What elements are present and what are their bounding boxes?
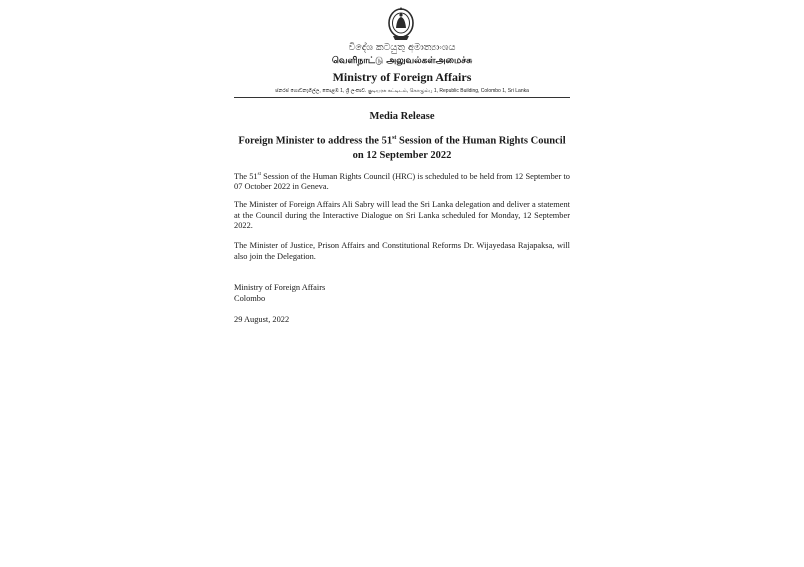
ministry-name-english: Ministry of Foreign Affairs <box>332 70 472 84</box>
p1-b: Session of the Human Rights Council (HRC) is scheduled to be held from 12 September to 07 October 2022 in Geneva. <box>234 171 570 192</box>
header-divider <box>234 97 570 98</box>
signature-line1: Ministry of Foreign Affairs <box>234 283 326 292</box>
p1-sup: st <box>257 172 261 177</box>
headline-part1: Foreign Minister to address the 51 <box>238 135 393 147</box>
signature-block <box>234 283 325 304</box>
ministry-name-sinhala: විදේශ කටයුතු අමාත්‍යාංශය <box>348 42 456 53</box>
sri-lanka-emblem-icon <box>387 6 415 42</box>
paragraph-3: The Minister of Justice, Prison Affairs and Constitutional Reforms Dr. Wijayedasa Rajapaksa, will also join the Delegation. <box>234 241 570 261</box>
address-line: ජනරජ ගොඩනැගිල්ල, කොළඹ 1, ශ්‍රී ලංකාව. குடியரசு கட்டிடம், கொழும்பு 1, Republic Building, Colombo 1, Sri Lanka <box>275 88 529 94</box>
media-release-label: Media Release <box>369 111 435 122</box>
headline-line2: on 12 September 2022 <box>352 149 452 161</box>
headline-part2: Session of the Human Rights Council <box>396 135 566 147</box>
signature-line2: Colombo <box>234 293 266 303</box>
paragraph-2: The Minister of Foreign Affairs Ali Sabry will lead the Sri Lanka delegation and deliver a statement at the Council during the Interactive Dialogue on Sri Lanka scheduled for Monday, 12 September 2022. <box>234 200 570 230</box>
paragraph-1 <box>234 170 570 193</box>
p1-a: The 51 <box>234 171 258 181</box>
headline <box>234 131 570 163</box>
release-date: 29 August, 2022 <box>234 315 290 324</box>
ministry-name-tamil: வெளிநாட்டு அலுவல்கள்அமைச்சு <box>331 56 473 66</box>
headline-sup: st <box>392 135 397 141</box>
